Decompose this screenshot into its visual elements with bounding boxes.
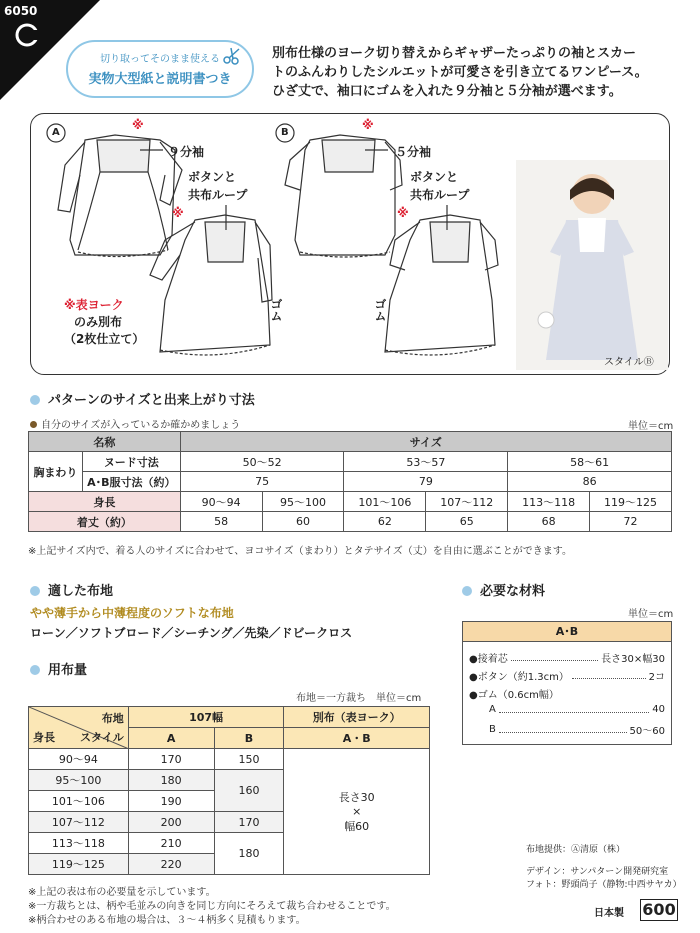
height-value: 113〜118 — [508, 492, 590, 512]
yard-a: 200 — [128, 812, 214, 833]
material-value: 50〜60 — [629, 726, 665, 737]
nude-value: 58〜61 — [508, 452, 672, 472]
yard-a: 170 — [128, 749, 214, 770]
pattern-number: 6050 — [4, 4, 38, 18]
material-label: A — [489, 704, 496, 715]
yoke-mark-b-back: ※ — [397, 206, 409, 220]
yard-height: 119〜125 — [29, 854, 129, 875]
corner-style-label: スタイル — [79, 731, 124, 744]
fabric-section-title — [30, 580, 113, 599]
fabric-subtitle: やや薄手から中薄程度のソフトな布地 — [30, 606, 234, 620]
yoke-mark-a-back: ※ — [172, 206, 184, 220]
rubber-a-label: ゴム — [269, 298, 283, 322]
model-photo — [516, 160, 668, 370]
yard-b: 160 — [214, 770, 284, 812]
materials-unit: 単位＝cm — [628, 609, 674, 620]
style-b-front-drawing — [285, 135, 402, 257]
yard-a: 220 — [128, 854, 214, 875]
ab-label: A･B服寸法（約） — [82, 472, 180, 492]
material-label: ●接着芯 — [469, 654, 508, 665]
header-a: A — [128, 728, 214, 749]
yard-b: 180 — [214, 833, 284, 875]
yoke-note-line-2: のみ別布 — [74, 315, 123, 329]
height-value: 119〜125 — [590, 492, 672, 512]
height-label: 身長 — [29, 492, 181, 512]
materials-section-title — [462, 580, 545, 599]
style-b-back-drawing — [385, 215, 498, 355]
button-loop-b-line-1: ボタンと — [410, 170, 459, 184]
pill-line-2: 実物大型紙と説明書つき — [88, 72, 232, 87]
material-label: B — [489, 724, 496, 735]
height-value: 107〜112 — [426, 492, 508, 512]
yard-a: 190 — [128, 791, 214, 812]
header-size: サイズ — [180, 432, 671, 452]
corner-header-cell — [29, 707, 129, 749]
size-table — [28, 431, 672, 532]
yard-height: 101〜106 — [29, 791, 129, 812]
yard-height: 107〜112 — [29, 812, 129, 833]
section-dot-icon — [30, 395, 40, 405]
size-section-title-text: パターンのサイズと出来上がり寸法 — [48, 393, 255, 408]
materials-box — [462, 621, 672, 745]
yoke-mark-a-front: ※ — [132, 118, 144, 132]
size-unit: 単位＝cm — [628, 421, 674, 432]
chest-label: 胸まわり — [29, 452, 83, 492]
yardage-footnote-1: ※上記の表は布の必要量を示しています。 — [28, 887, 216, 898]
description-line-3: ひざ丈で、袖口にゴムを入れた９分袖と５分袖が選べます。 — [272, 84, 622, 99]
yardage-footnote-2: ※一方裁ちとは、柄や毛並みの向きを同じ方向にそろえて裁ち合わせることです。 — [28, 901, 396, 912]
length-value: 65 — [426, 512, 508, 532]
header-name: 名称 — [29, 432, 181, 452]
yoke-mark-b-front: ※ — [362, 118, 374, 132]
yardage-footnote-3: ※柄合わせのある布地の場合は、３〜４柄多く見積もります。 — [28, 915, 306, 926]
pill-line-1: 切り取ってそのまま使える — [100, 54, 220, 65]
yard-height: 113〜118 — [29, 833, 129, 854]
yardage-table — [28, 706, 430, 875]
corner-fabric-label: 布地 — [101, 712, 124, 725]
photo-caption: スタイルⒷ — [604, 357, 654, 368]
ab-value: 86 — [508, 472, 672, 492]
style-b-label: B — [281, 127, 289, 138]
made-in-label: 日本製 — [594, 908, 624, 919]
description-line-2: トのふんわりしたシルエットが可愛さを引き立てるワンピース。 — [272, 65, 648, 80]
length-value: 62 — [344, 512, 426, 532]
length-value: 60 — [262, 512, 344, 532]
rubber-b-label: ゴム — [373, 298, 387, 322]
other-line-3: 幅60 — [344, 820, 370, 833]
length-value: 72 — [590, 512, 672, 532]
size-section-title — [30, 389, 255, 408]
size-check-note — [30, 416, 240, 431]
material-row — [489, 704, 665, 715]
material-value: 40 — [652, 704, 665, 715]
header-other: 別布（表ヨーク） — [284, 707, 430, 728]
material-row — [489, 722, 665, 737]
nude-value: 53〜57 — [344, 452, 508, 472]
length-label: 着丈（約） — [29, 512, 181, 532]
bullet-icon — [30, 421, 37, 428]
button-loop-a-line-1: ボタンと — [188, 170, 237, 184]
header-ab: A・B — [284, 728, 430, 749]
fabric-list: ローン／ソフトブロード／シーチング／先染／ドビークロス — [30, 626, 353, 640]
material-row — [469, 668, 665, 683]
section-dot-icon — [30, 586, 40, 596]
header-b: B — [214, 728, 284, 749]
height-value: 90〜94 — [180, 492, 262, 512]
yard-b: 170 — [214, 812, 284, 833]
style-a-front-drawing — [58, 135, 182, 257]
material-label: ●ボタン（約1.3cm） — [469, 672, 569, 683]
button-loop-a-line-2: 共布ループ — [188, 188, 248, 202]
yard-other — [284, 749, 430, 875]
sleeve-a-label: ９分袖 — [168, 145, 205, 159]
material-value: 長さ30×幅30 — [601, 654, 665, 665]
sleeve-b-label: ５分袖 — [395, 145, 432, 159]
button-loop-b-line-2: 共布ループ — [410, 188, 470, 202]
other-line-1: 長さ30 — [338, 791, 375, 804]
material-row — [469, 686, 665, 701]
credit-design: デザイン：サンパターン開発研究室 — [526, 867, 669, 877]
description-line-1: 別布仕様のヨーク切り替えからギャザーたっぷりの袖とスカー — [272, 46, 637, 61]
other-line-2: × — [352, 805, 362, 818]
fabric-section-title-text: 適した布地 — [48, 584, 114, 599]
materials-section-title-text: 必要な材料 — [480, 584, 546, 599]
yoke-note-line-1: ※表ヨーク — [64, 298, 124, 312]
yard-height: 95〜100 — [29, 770, 129, 791]
size-check-note-text: 自分のサイズが入っているか確かめましょう — [41, 420, 241, 431]
credit-photo: フォト：野頭尚子（静物:中西サヤカ） — [526, 880, 682, 890]
yard-b: 150 — [214, 749, 284, 770]
height-value: 101〜106 — [344, 492, 426, 512]
yoke-note-line-3: （2枚仕立て） — [64, 332, 145, 346]
corner-height-label: 身長 — [33, 731, 55, 744]
material-label: ●ゴム（0.6cm幅） — [469, 690, 559, 701]
nude-label: ヌード寸法 — [82, 452, 180, 472]
yard-a: 180 — [128, 770, 214, 791]
yard-height: 90〜94 — [29, 749, 129, 770]
ab-value: 75 — [180, 472, 344, 492]
price-tag: 600 — [640, 899, 678, 921]
materials-head: A･B — [463, 622, 671, 642]
material-value: 2コ — [648, 672, 665, 683]
height-value: 95〜100 — [262, 492, 344, 512]
length-value: 58 — [180, 512, 262, 532]
length-value: 68 — [508, 512, 590, 532]
material-row — [469, 650, 665, 665]
header-107: 107幅 — [128, 707, 284, 728]
section-dot-icon — [462, 586, 472, 596]
yardage-section-title — [30, 659, 87, 678]
credit-provider: 布地提供：Ⓐ清原（株） — [526, 845, 626, 855]
yardage-section-title-text: 用布量 — [48, 663, 88, 678]
ab-value: 79 — [344, 472, 508, 492]
yardage-unit: 布地＝一方裁ち 単位＝cm — [296, 693, 422, 704]
yard-a: 210 — [128, 833, 214, 854]
size-footnote: ※上記サイズ内で、着る人のサイズに合わせて、ヨコサイズ（まわり）とタテサイズ（丈）を自由に選ぶことができます。 — [28, 546, 572, 557]
style-a-label: A — [52, 127, 60, 138]
section-dot-icon — [30, 665, 40, 675]
nude-value: 50〜52 — [180, 452, 344, 472]
